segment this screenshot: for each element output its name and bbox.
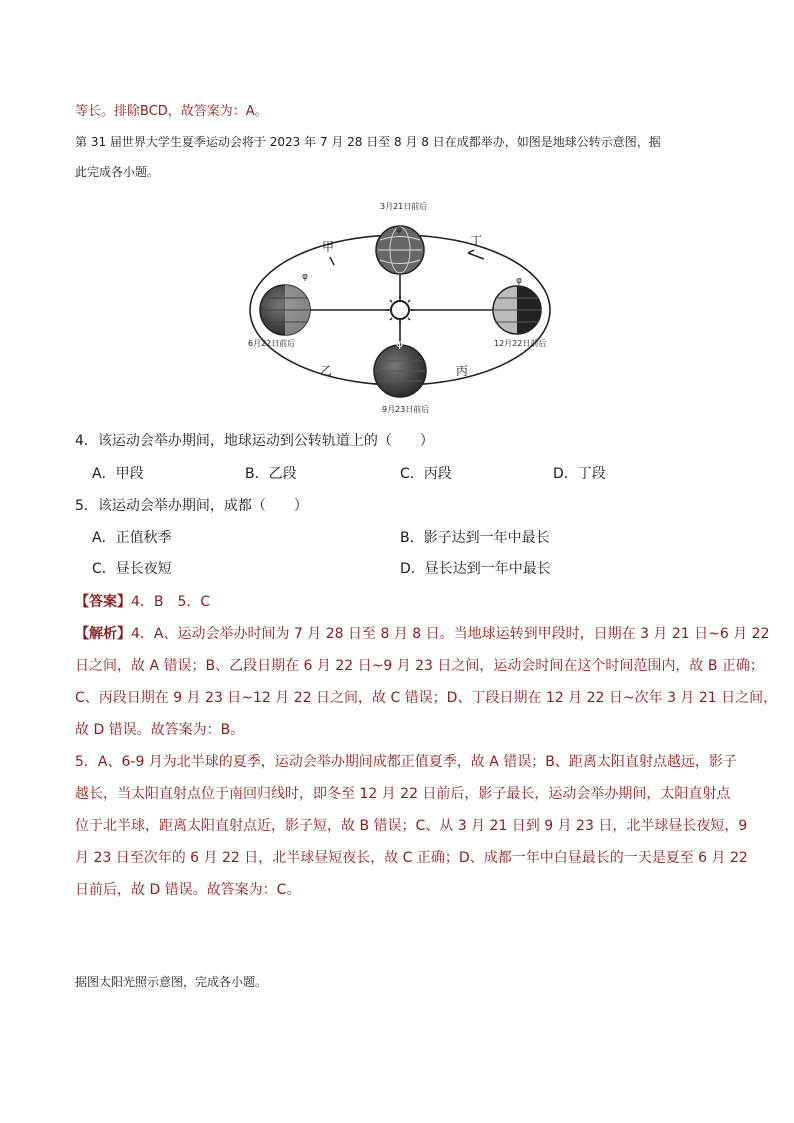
svg-text:φ: φ (396, 337, 404, 350)
analysis-line-1 (75, 623, 770, 643)
question-5-stem: 5．该运动会举办期间，成都（ ） (75, 498, 308, 514)
segment-label-ding: 丁 (470, 234, 483, 248)
analysis-label: 【解析】 (75, 626, 131, 642)
date-label-right: 12月22日前后 (494, 339, 547, 348)
earth-revolution-diagram (230, 195, 570, 420)
sun-icon (386, 296, 414, 324)
analysis-line-6: 越长，当太阳直射点位于南回归线时，即冬至 12 月 22 日前后，影子最长，运动会举办期间，太阳直射点 (75, 786, 731, 802)
answer-text: 4．B 5．C (131, 594, 211, 610)
analysis-line-7: 位于北半球，距离太阳直射点近，影子短，故 B 错误；C、从 3 月 21 日到 9 月 23 日，北半球昼长夜短，9 (75, 818, 748, 834)
segment-label-bing: 丙 (456, 364, 469, 378)
earth-top-icon (376, 225, 424, 274)
earth-left-icon (260, 272, 310, 335)
answer-line (75, 591, 210, 611)
question-4-option-b[interactable]: B．乙段 (245, 466, 297, 482)
answer-label: 【答案】 (75, 594, 131, 610)
svg-text:φ: φ (516, 276, 522, 286)
analysis-line-3: C、丙段日期在 9 月 23 日~12 月 22 日之间，故 C 错误；D、丁段日期在 12 月 22 日~次年 3 月 21 日之间， (75, 690, 778, 706)
question-5-option-b[interactable]: B．影子达到一年中最长 (400, 530, 550, 546)
analysis-line-2: 日之间，故 A 错误；B、乙段日期在 6 月 22 日~9 月 23 日之间，运动会时间在这个时间范围内，故 B 正确； (75, 658, 764, 674)
question-4-option-a[interactable]: A．甲段 (92, 466, 144, 482)
svg-text:φ: φ (302, 272, 308, 282)
question-5-option-a[interactable]: A．正值秋季 (92, 530, 172, 546)
analysis-line-8: 月 23 日至次年的 6 月 22 日，北半球昼短夜长，故 C 正确；D、成都一年中白昼最长的一天是夏至 6 月 22 (75, 850, 748, 866)
question-4-option-d[interactable]: D．丁段 (553, 466, 606, 482)
date-label-bottom: 9月23日前后 (382, 405, 430, 414)
question-stem-line2: 此完成各小题。 (75, 165, 160, 179)
question-4-stem: 4．该运动会举办期间，地球运动到公转轨道上的（ ） (75, 433, 434, 449)
previous-answer-tail: 等长。排除BCD，故答案为：A。 (75, 104, 268, 119)
earth-right-icon (493, 276, 541, 334)
question-stem-line1: 第 31 届世界大学生夏季运动会将于 2023 年 7 月 28 日至 8 月 8 日在成都举办，如图是地球公转示意图，据 (75, 135, 661, 149)
analysis-text-1: 4．A、运动会举办时间为 7 月 28 日至 8 月 8 日。当地球运转到甲段时，日期在 3 月 21 日~6 月 22 (131, 626, 770, 642)
segment-label-yi: 乙 (320, 364, 333, 378)
question-4-option-c[interactable]: C．丙段 (400, 466, 452, 482)
date-label-top: 3月21日前后 (380, 202, 428, 211)
question-5-option-d[interactable]: D．昼长达到一年中最长 (400, 561, 551, 577)
next-question-stem: 据图太阳光照示意图，完成各小题。 (75, 975, 268, 989)
analysis-line-4: 故 D 错误。故答案为：B。 (75, 722, 245, 738)
date-label-left: 6月22日前后 (248, 339, 296, 348)
svg-text:φ: φ (396, 225, 402, 235)
question-5-option-c[interactable]: C．昼长夜短 (92, 561, 172, 577)
analysis-line-9: 日前后，故 D 错误。故答案为：C。 (75, 882, 301, 898)
segment-label-jia: 甲 (322, 240, 335, 254)
orbit-tick-mark (330, 257, 334, 265)
analysis-line-5: 5．A、6-9 月为北半球的夏季，运动会举办期间成都正值夏季，故 A 错误；B、距离太阳直射点越远，影子 (75, 754, 737, 770)
earth-bottom-icon (374, 337, 426, 397)
orbit-direction-arrow-icon (468, 250, 484, 259)
